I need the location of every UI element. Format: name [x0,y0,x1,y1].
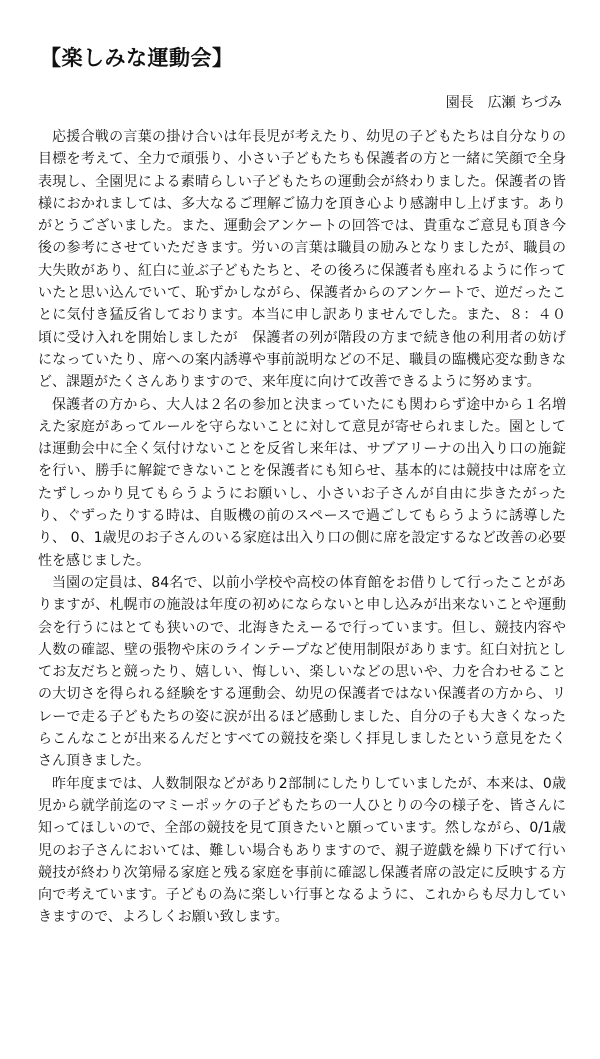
document-body [38,126,566,929]
paragraph: 保護者の方から、大人は２名の参加と決まっていたにも関わらず途中から１名増えた家庭があってルールを守らないことに対して意見が寄せられました。園としては運動会中に全く気付けないことを反省し来年は、サブアリーナの出入り口の施錠を行い、勝手に解錠できないことを保護者にも知らせ、基本的には競技中は席を立たずしっかり見てもらうようにお願いし、小さいお子さんが自由に歩きたがったり、ぐずったりする時は、自販機の前のスペースで過ごしてもらうように誘導したり、 0、1歳児のお子さんのいる家庭は出入り口の側に席を設定するなど改善の必要性を感じました。 [38,396,566,569]
author-line: 園長 広瀬 ちづみ [445,95,562,111]
paragraph: 昨年度までは、人数制限などがあり2部制にしたりしていましたが、本来は、0歳児から就学前迄のマミーポッケの子どもたちの一人ひとりの今の様子を、皆さんに知ってほしいので、全部の競技を見て頂きたいと願っています。然しながら、0/1歳児のお子さんにおいては、難しい場合もありますので、親子遊戯を繰り下げて行い競技が終わり次第帰る家庭と残る家庭を事前に確認し保護者席の設定に反映する方向で考えています。子どもの為に楽しい行事となるように、これからも尽力していきますので、よろしくお願い致します。 [38,775,566,926]
paragraph: 当園の定員は、84名で、以前小学校や高校の体育館をお借りして行ったことがありますが、札幌市の施設は年度の初めにならないと申し込みが出来ないことや運動会を行うにはとても狭いので、北海きたえーるで行っています。但し、競技内容や人数の確認、壁の張物や床のラインテープなど使用制限があります。紅白対抗としてお友だちと競ったり、嬉しい、悔しい、楽しいなどの思いや、力を合わせることの大切さを得られる経験をする運動会、幼児の保護者ではない保護者の方から、リレーで走る子どもたちの姿に涙が出るほど感動しました、自分の子も大きくなったらこんなことが出来るんだとすべての競技を楽しく拝見しましたという意見をたくさん頂きました。 [38,574,566,770]
document-title: 【楽しみな運動会】 [40,46,234,70]
paragraph: 応援合戦の言葉の掛け合いは年長児が考えたり、幼児の子どもたちは自分なりの目標を考えて、全力で頑張り、小さい子どもたちも保護者の方と一緒に笑顔で全身表現し、全園児による素晴らしい子どもたちの運動会が終わりました。保護者の皆様におかれましては、多大なるご理解ご協力を頂き心より感謝申し上げます。ありがとうございました。また、運動会アンケートの回答では、貴重なご意見も頂き今後の参考にさせていただきます。労いの言葉は職員の励みとなりましたが、職員の大失敗があり、紅白に並ぶ子どもたちと、その後ろに保護者も座れるように作っていたと思い込んでいて、恥ずかしながら、保護者からのアンケートで、逆だったことに気付き猛反省しております。本当に申し訳ありませんでした。また、８：４０頃に受け入れを開始しましたが 保護者の列が階段の方まで続き他の利用者の妨げになっていたり、席への案内誘導や事前説明などの不足、職員の臨機応変な動きなど、課題がたくさんありますので、来年度に向けて改善できるように努めます。 [38,129,566,391]
